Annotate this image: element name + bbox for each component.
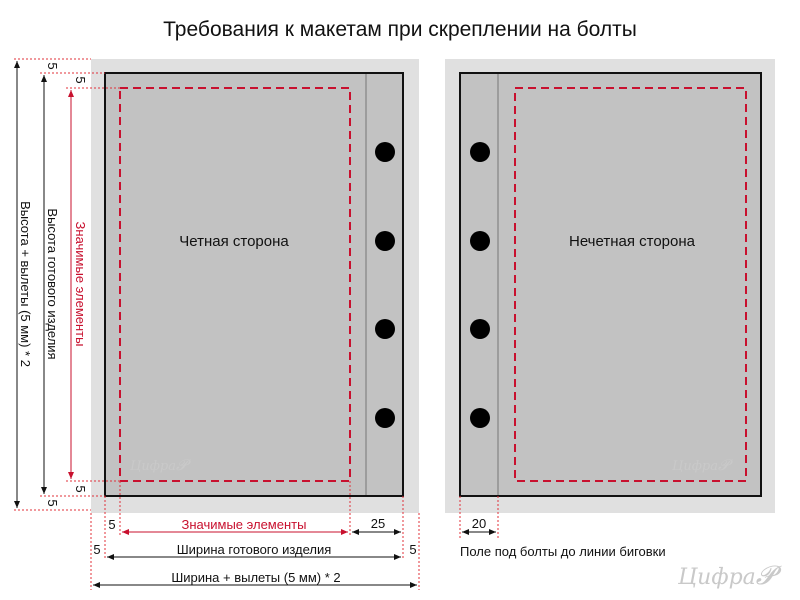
bleed-bottom-inner: 5 xyxy=(73,485,88,493)
significant-width-label: Значимые элементы xyxy=(181,517,307,532)
bleed-left-inner: 5 xyxy=(108,517,116,532)
bleed-top-outer: 5 xyxy=(45,62,60,70)
bolt-zone-label: 25 xyxy=(370,516,386,531)
bleed-top-inner: 5 xyxy=(73,76,88,84)
even-page-label: Четная сторона xyxy=(179,233,289,250)
bolt-hole xyxy=(375,142,395,162)
even-page-trim xyxy=(105,73,403,496)
bleed-right-outer: 5 xyxy=(409,542,417,557)
significant-height-label: Значимые элементы xyxy=(73,221,88,347)
bolt-hole xyxy=(375,408,395,428)
odd-page-trim xyxy=(460,73,761,496)
bolt-hole xyxy=(375,231,395,251)
even-page xyxy=(91,59,419,513)
bolt-field-width-label: 20 xyxy=(471,516,487,531)
odd-page-label: Нечетная сторона xyxy=(569,233,695,250)
bolt-field-note: Поле под болты до линии биговки xyxy=(460,544,666,559)
horizontal-dimensions xyxy=(93,516,666,585)
vertical-dimensions xyxy=(17,61,88,508)
brand-logo: Цифра𝓟 xyxy=(678,561,775,591)
watermark-logo: Цифра𝓟 xyxy=(672,456,729,474)
watermark-logo: Цифра𝓟 xyxy=(130,456,187,474)
bolt-hole xyxy=(470,319,490,339)
bolt-hole xyxy=(470,231,490,251)
total-height-label: Высота + вылеты (5 мм) * 2 xyxy=(18,201,33,367)
bolt-hole xyxy=(470,408,490,428)
total-width-label: Ширина + вылеты (5 мм) * 2 xyxy=(171,570,341,585)
diagram-title: Требования к макетам при скреплении на болты xyxy=(163,18,637,41)
bleed-bottom-outer: 5 xyxy=(45,499,60,507)
odd-page xyxy=(445,59,775,513)
finished-height-label: Высота готового изделия xyxy=(45,208,60,360)
bolt-hole xyxy=(375,319,395,339)
finished-width-label: Ширина готового изделия xyxy=(176,542,332,557)
bolt-hole xyxy=(470,142,490,162)
bleed-left-outer: 5 xyxy=(93,542,101,557)
